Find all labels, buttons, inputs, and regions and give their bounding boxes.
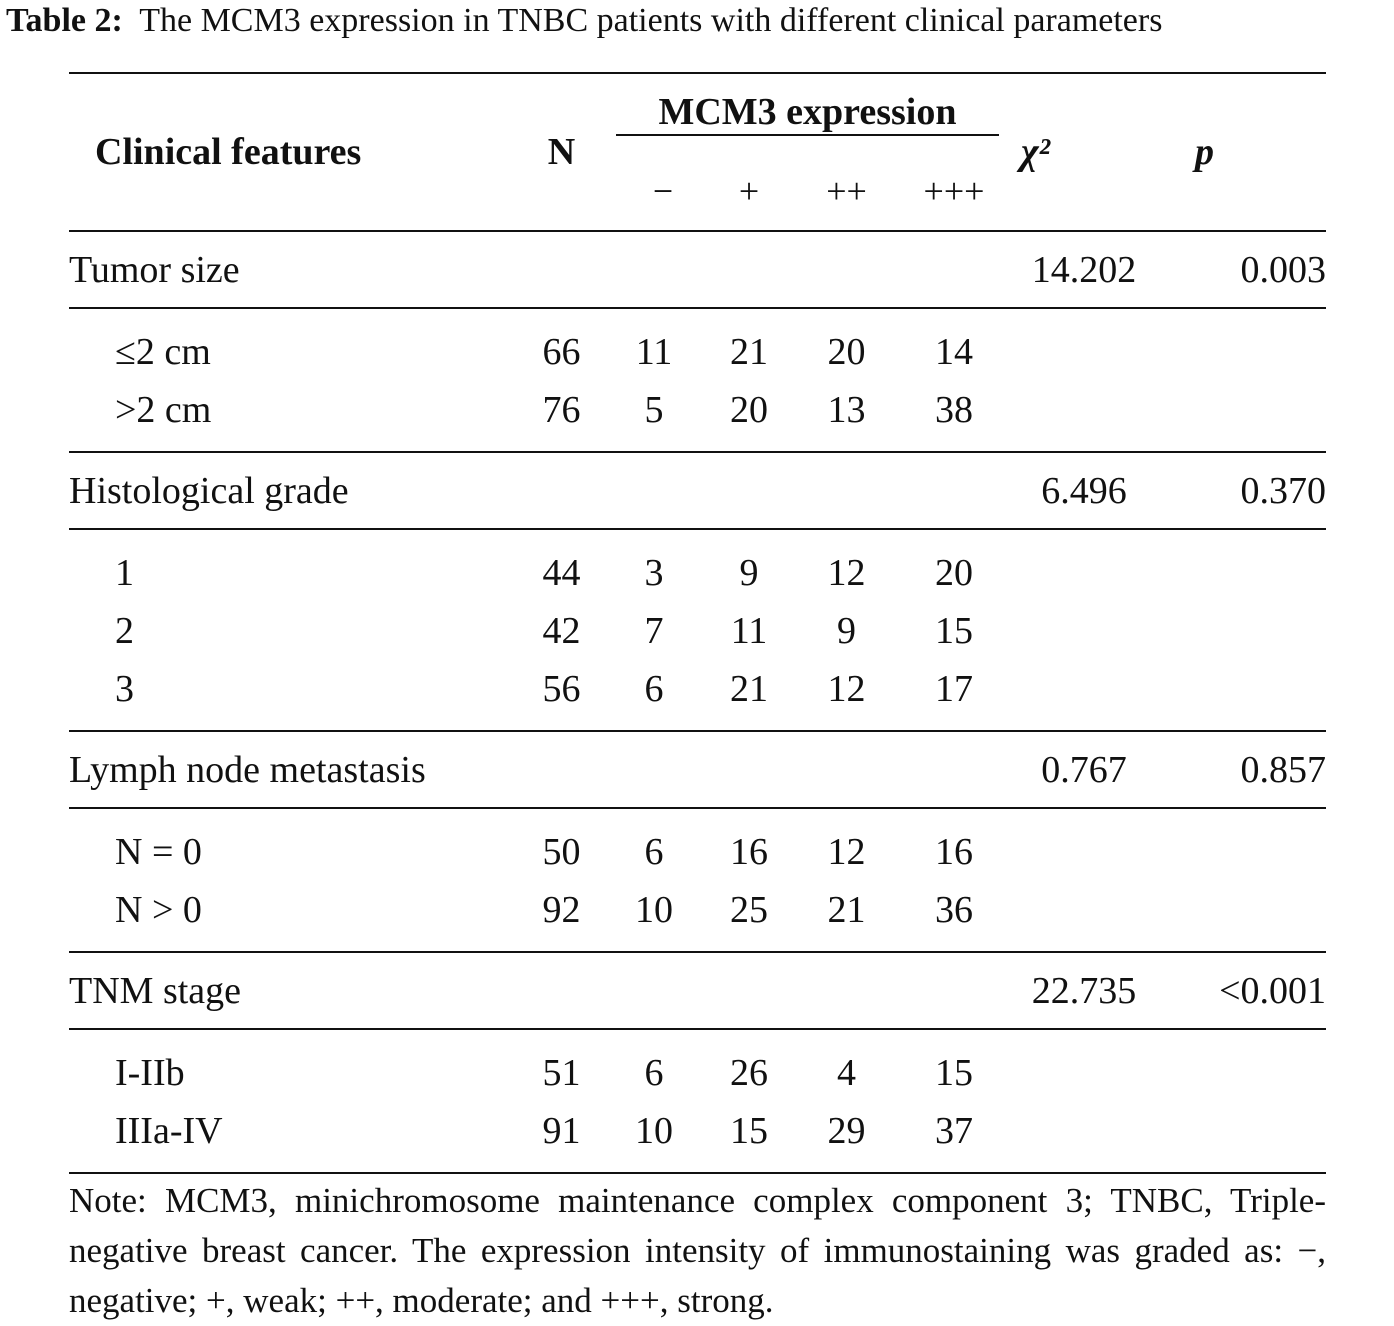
cell-negative: 6 bbox=[644, 1052, 664, 1094]
data-table bbox=[69, 72, 1326, 1174]
caption-text: The MCM3 expression in TNBC patients with different clinical parameters bbox=[139, 2, 1163, 39]
cell-strong: 15 bbox=[935, 1052, 973, 1094]
empty-cell bbox=[519, 231, 604, 308]
cell-moderate: 20 bbox=[827, 331, 866, 373]
header-level-negative: − bbox=[652, 171, 674, 211]
header-mcm3-expression bbox=[604, 73, 1009, 152]
table-body bbox=[69, 231, 1326, 1173]
table-row bbox=[69, 808, 1326, 881]
header-mcm3-underline bbox=[616, 90, 999, 136]
group-row bbox=[69, 452, 1326, 529]
group-p-value: 0.857 bbox=[1240, 748, 1326, 791]
cell-weak: 20 bbox=[730, 389, 768, 431]
group-p-value: 0.370 bbox=[1240, 469, 1326, 512]
cell-weak: 26 bbox=[730, 1052, 768, 1094]
row-label: ≤2 cm bbox=[115, 331, 211, 373]
group-label: TNM stage bbox=[69, 969, 242, 1012]
cell-weak: 21 bbox=[730, 668, 768, 710]
header-p: p bbox=[1195, 131, 1214, 173]
cell-n: 76 bbox=[542, 389, 581, 431]
empty-cell bbox=[704, 952, 794, 1029]
cell-negative: 10 bbox=[635, 1110, 673, 1152]
cell-strong: 20 bbox=[935, 552, 973, 594]
empty-cell bbox=[1009, 529, 1159, 602]
table-row bbox=[69, 529, 1326, 602]
empty-cell bbox=[519, 952, 604, 1029]
table-row bbox=[69, 881, 1326, 952]
group-chi-square: 6.496 bbox=[1041, 469, 1127, 512]
cell-weak: 25 bbox=[730, 889, 768, 931]
empty-cell bbox=[704, 231, 794, 308]
empty-cell bbox=[794, 452, 899, 529]
header-clinical-features: Clinical features bbox=[95, 131, 362, 173]
empty-cell bbox=[1159, 881, 1326, 952]
empty-cell bbox=[899, 231, 1009, 308]
cell-n: 92 bbox=[542, 889, 581, 931]
row-label: IIIa-IV bbox=[115, 1110, 223, 1152]
empty-cell bbox=[519, 731, 604, 808]
table-row bbox=[69, 660, 1326, 731]
cell-weak: 11 bbox=[730, 610, 768, 652]
row-label: N = 0 bbox=[115, 831, 202, 873]
empty-cell bbox=[794, 731, 899, 808]
header-level-weak: + bbox=[738, 171, 760, 211]
cell-weak: 15 bbox=[730, 1110, 768, 1152]
cell-strong: 17 bbox=[935, 668, 973, 710]
header-level-strong: +++ bbox=[923, 171, 985, 211]
empty-cell bbox=[604, 231, 704, 308]
cell-strong: 15 bbox=[935, 610, 973, 652]
cell-weak: 16 bbox=[730, 831, 768, 873]
group-chi-square: 0.767 bbox=[1041, 748, 1127, 791]
empty-cell bbox=[604, 731, 704, 808]
empty-cell bbox=[1009, 602, 1159, 660]
group-chi-square: 22.735 bbox=[1031, 969, 1137, 1012]
group-p-value: 0.003 bbox=[1240, 248, 1326, 291]
cell-strong: 36 bbox=[935, 889, 973, 931]
empty-cell bbox=[1009, 660, 1159, 731]
empty-cell bbox=[1159, 529, 1326, 602]
header-n: N bbox=[547, 131, 576, 173]
empty-cell bbox=[604, 952, 704, 1029]
row-label: N > 0 bbox=[115, 889, 202, 931]
empty-cell bbox=[604, 452, 704, 529]
row-label: 3 bbox=[115, 668, 134, 710]
row-label: 1 bbox=[115, 552, 134, 594]
caption-label: Table 2: bbox=[6, 2, 123, 39]
empty-cell bbox=[1159, 1102, 1326, 1173]
empty-cell bbox=[899, 731, 1009, 808]
data-table-container bbox=[69, 72, 1326, 1174]
cell-moderate: 4 bbox=[837, 1052, 856, 1094]
cell-n: 51 bbox=[542, 1052, 581, 1094]
cell-n: 50 bbox=[542, 831, 581, 873]
cell-moderate: 29 bbox=[827, 1110, 866, 1152]
empty-cell bbox=[519, 452, 604, 529]
table-caption bbox=[6, 0, 1162, 42]
row-label: >2 cm bbox=[115, 389, 212, 431]
cell-negative: 5 bbox=[644, 389, 664, 431]
group-label: Lymph node metastasis bbox=[69, 748, 426, 791]
header-mcm3-label: MCM3 expression bbox=[658, 91, 957, 133]
cell-moderate: 12 bbox=[827, 831, 866, 873]
cell-n: 66 bbox=[542, 331, 581, 373]
empty-cell bbox=[1009, 808, 1159, 881]
table-row bbox=[69, 1102, 1326, 1173]
empty-cell bbox=[1159, 660, 1326, 731]
empty-cell bbox=[1159, 1029, 1326, 1102]
group-row bbox=[69, 231, 1326, 308]
group-p-value: <0.001 bbox=[1219, 969, 1326, 1012]
empty-cell bbox=[1159, 602, 1326, 660]
empty-cell bbox=[1159, 808, 1326, 881]
empty-cell bbox=[1009, 881, 1159, 952]
empty-cell bbox=[704, 731, 794, 808]
table-row bbox=[69, 602, 1326, 660]
empty-cell bbox=[1009, 308, 1159, 381]
table-note: Note: MCM3, minichromosome maintenance complex component 3; TNBC, Triple-negative breast cancer. The expression intensity of immunostaining was graded as: −, negative; +, weak; ++, moderate; and +++, strong. bbox=[69, 1181, 1326, 1320]
cell-strong: 16 bbox=[935, 831, 973, 873]
empty-cell bbox=[794, 231, 899, 308]
cell-strong: 38 bbox=[935, 389, 973, 431]
cell-negative: 11 bbox=[635, 331, 673, 373]
cell-negative: 6 bbox=[644, 831, 664, 873]
cell-moderate: 12 bbox=[827, 668, 866, 710]
cell-n: 44 bbox=[542, 552, 581, 594]
empty-cell bbox=[1009, 1029, 1159, 1102]
cell-n: 42 bbox=[542, 610, 581, 652]
empty-cell bbox=[1009, 1102, 1159, 1173]
cell-moderate: 9 bbox=[837, 610, 856, 652]
empty-cell bbox=[899, 952, 1009, 1029]
cell-weak: 9 bbox=[739, 552, 759, 594]
empty-cell bbox=[704, 452, 794, 529]
table-header bbox=[69, 73, 1326, 231]
table-row bbox=[69, 381, 1326, 452]
group-row bbox=[69, 952, 1326, 1029]
empty-cell bbox=[1009, 381, 1159, 452]
cell-moderate: 13 bbox=[827, 389, 866, 431]
header-level-moderate: ++ bbox=[826, 171, 867, 211]
empty-cell bbox=[899, 452, 1009, 529]
row-label: 2 bbox=[115, 610, 134, 652]
cell-moderate: 12 bbox=[827, 552, 866, 594]
cell-negative: 10 bbox=[635, 889, 673, 931]
cell-negative: 6 bbox=[644, 668, 664, 710]
group-chi-square: 14.202 bbox=[1031, 248, 1137, 291]
cell-strong: 14 bbox=[935, 331, 973, 373]
cell-weak: 21 bbox=[730, 331, 768, 373]
cell-negative: 7 bbox=[644, 610, 664, 652]
cell-negative: 3 bbox=[644, 552, 664, 594]
cell-n: 91 bbox=[542, 1110, 581, 1152]
table-row bbox=[69, 1029, 1326, 1102]
group-label: Histological grade bbox=[69, 469, 349, 512]
cell-moderate: 21 bbox=[827, 889, 866, 931]
cell-n: 56 bbox=[542, 668, 581, 710]
empty-cell bbox=[1159, 308, 1326, 381]
cell-strong: 37 bbox=[935, 1110, 973, 1152]
empty-cell bbox=[1159, 381, 1326, 452]
row-label: I-IIb bbox=[115, 1052, 185, 1094]
group-row bbox=[69, 731, 1326, 808]
table-row bbox=[69, 308, 1326, 381]
header-chi-square: χ² bbox=[1021, 131, 1051, 173]
group-label: Tumor size bbox=[69, 248, 240, 291]
empty-cell bbox=[794, 952, 899, 1029]
